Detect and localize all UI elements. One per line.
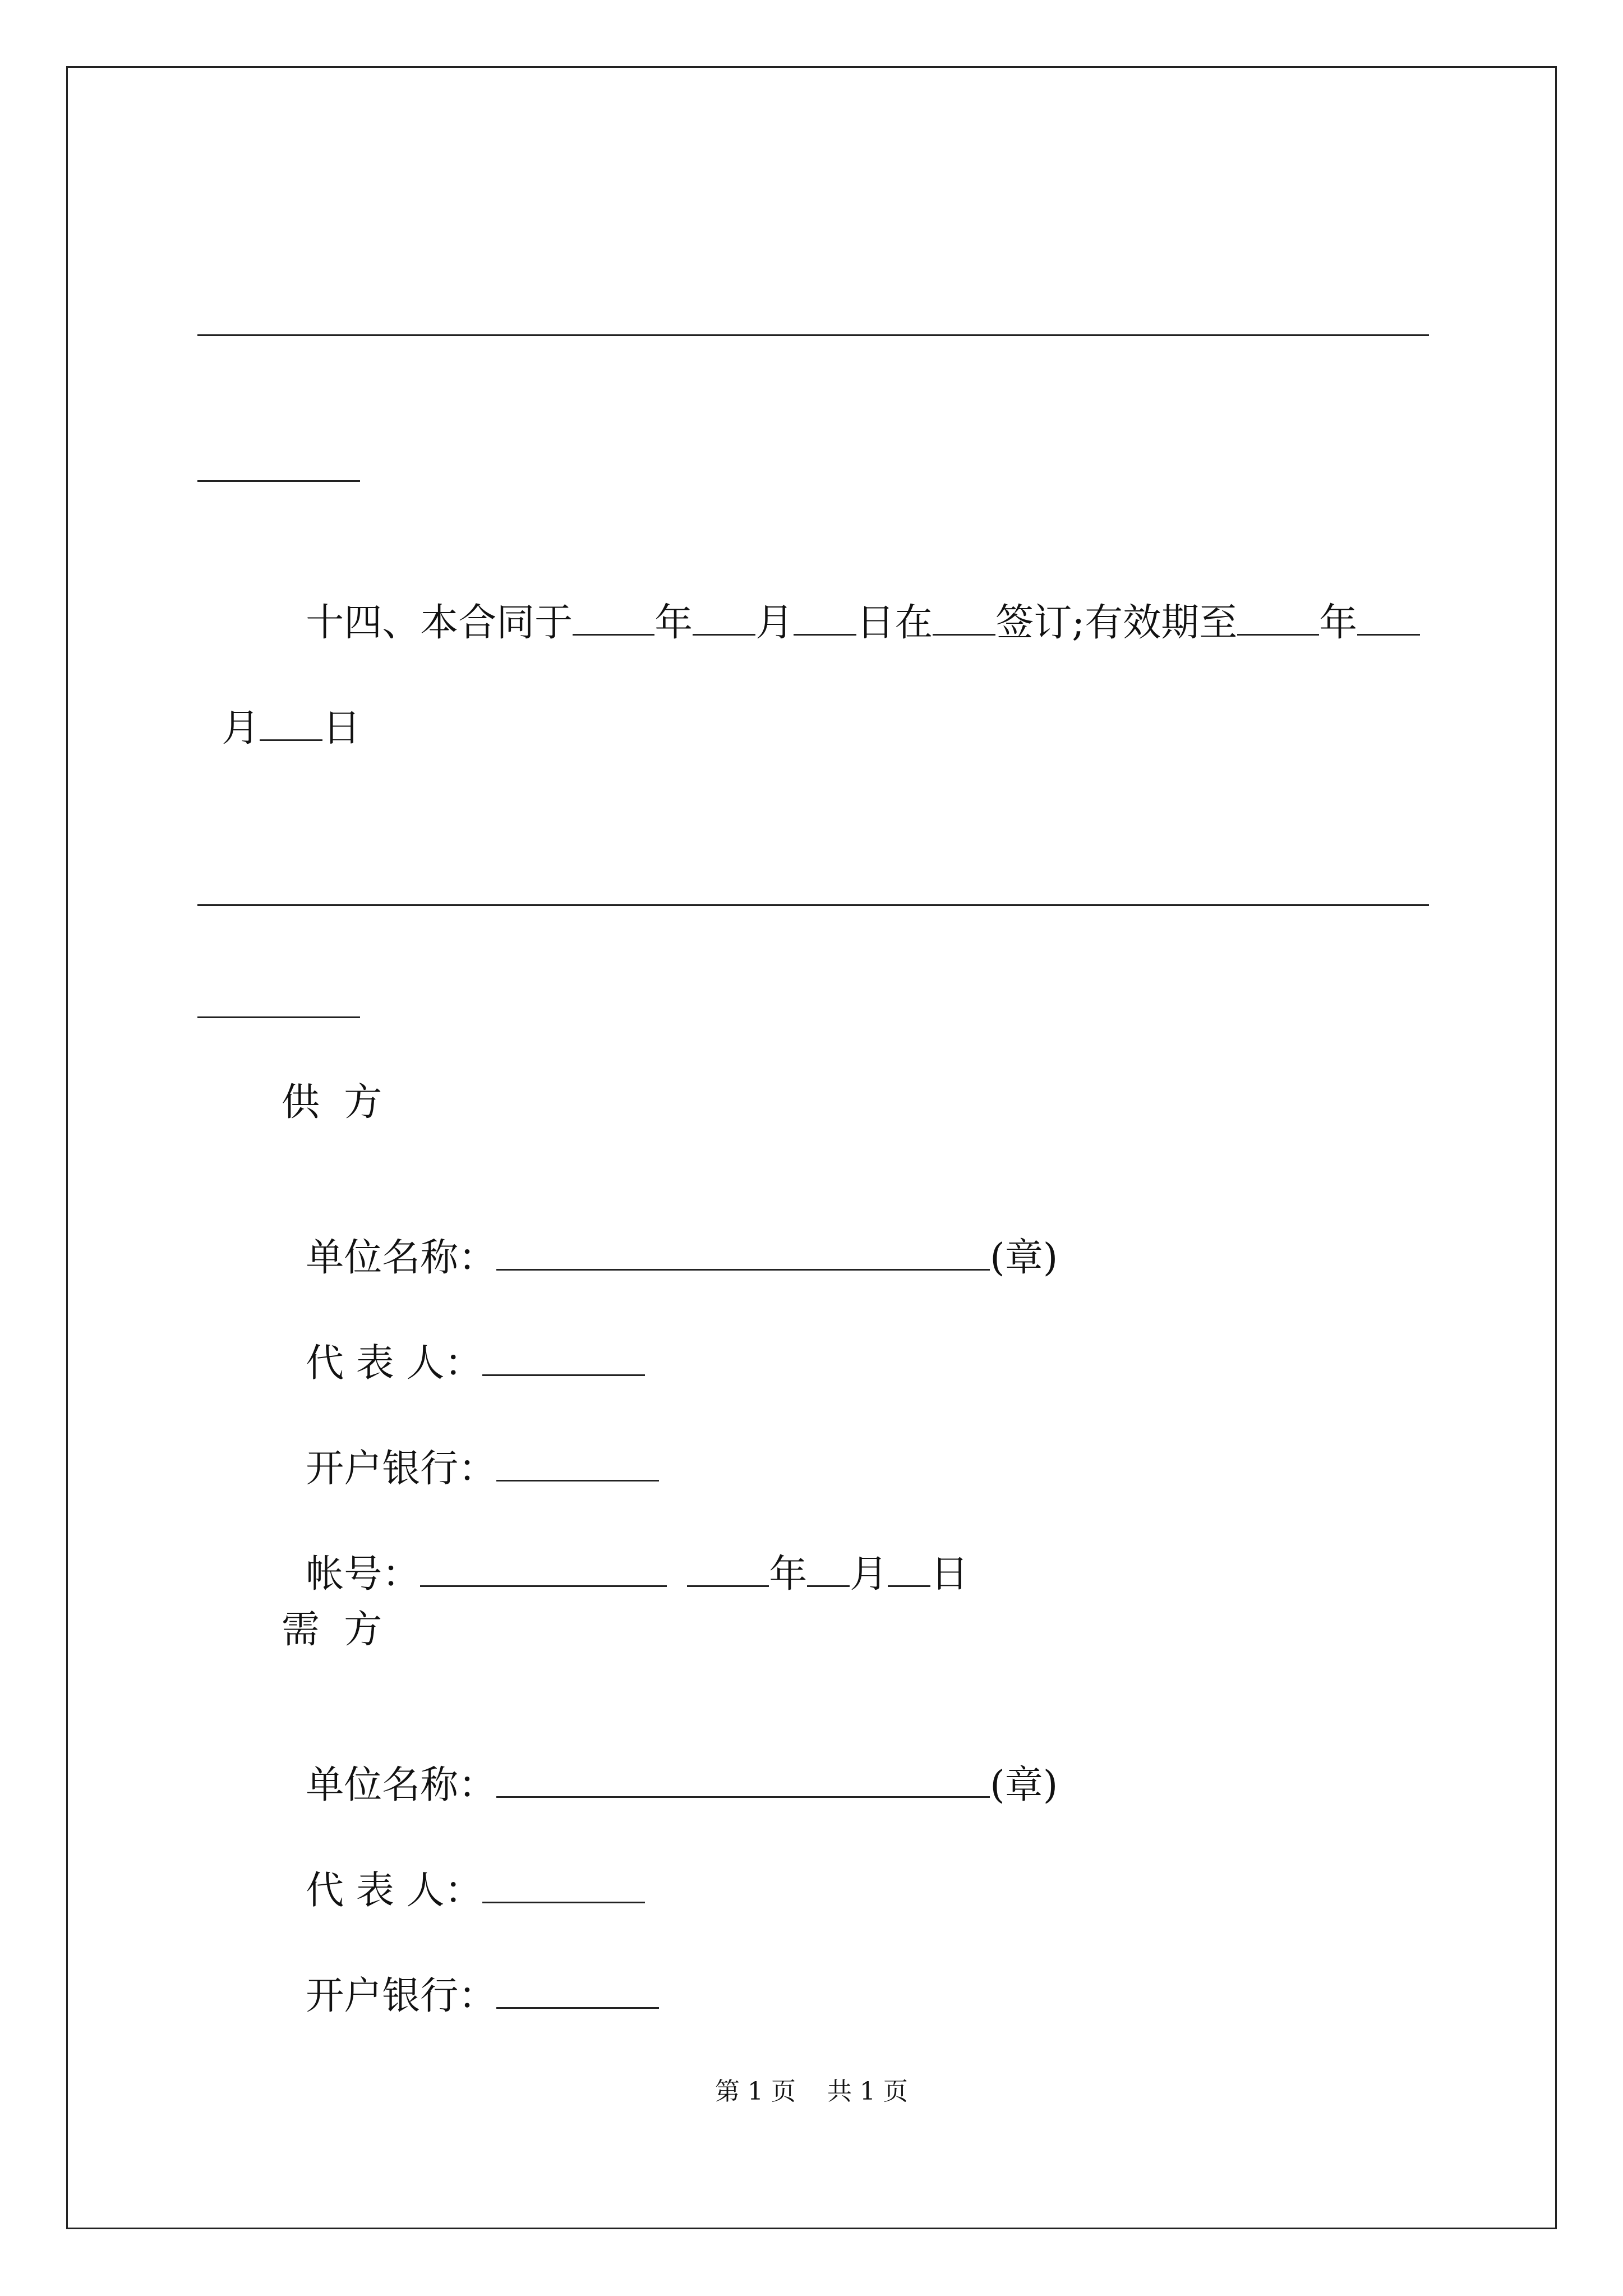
supplier-bank-label: 开户银行： [306, 1447, 497, 1491]
sign-year-blank[interactable] [573, 596, 654, 636]
buyer-bank-field[interactable] [496, 1969, 659, 2009]
sign-month-blank[interactable] [693, 596, 755, 636]
supplier-unit-name-field[interactable] [496, 1231, 990, 1271]
supplier-date-month-label: 月 [850, 1552, 888, 1596]
blank-line-short-1 [197, 480, 360, 482]
supplier-account-row [282, 1502, 969, 1597]
buyer-bank-label: 开户银行： [306, 1974, 497, 2018]
supplier-bank-row [282, 1397, 659, 1492]
buyer-representative-label: 代 表 人： [306, 1869, 483, 1913]
buyer-representative-row [282, 1819, 645, 1913]
blank-line-long-1 [197, 334, 1429, 336]
supplier-date-year-label: 年 [769, 1552, 808, 1596]
buyer-heading: 需 方 [282, 1608, 382, 1652]
supplier-bank-field[interactable] [496, 1442, 659, 1481]
signed-valid-until-label: 签订;有效期至 [995, 601, 1238, 645]
blank-line-long-2 [197, 904, 1429, 906]
sign-day-at-label: 日在 [856, 601, 933, 645]
supplier-date-year-blank[interactable] [687, 1547, 769, 1587]
supplier-unit-name-row [282, 1186, 1058, 1281]
supplier-account-label: 帐号： [306, 1552, 421, 1596]
article-14-prefix: 十四、本合同于 [306, 601, 573, 645]
valid-day-blank[interactable] [260, 701, 322, 741]
supplier-account-field[interactable] [420, 1547, 667, 1587]
valid-year-blank[interactable] [1237, 596, 1319, 636]
sign-day-blank[interactable] [794, 596, 856, 636]
page-number-footer: 第 1 页 共 1 页 [715, 2077, 908, 2106]
buyer-unit-name-label: 单位名称： [306, 1763, 497, 1807]
supplier-date-day-label: 日 [930, 1552, 969, 1596]
article-14-line-1 [282, 551, 1420, 646]
valid-year-label: 年 [1319, 601, 1358, 645]
supplier-seal: (章) [990, 1236, 1058, 1280]
supplier-representative-field[interactable] [482, 1336, 645, 1376]
supplier-date-day-blank[interactable] [888, 1547, 930, 1587]
supplier-date-month-blank[interactable] [807, 1547, 850, 1587]
sign-place-blank[interactable] [933, 596, 995, 636]
buyer-unit-name-row [282, 1713, 1058, 1808]
buyer-seal: (章) [990, 1763, 1058, 1807]
supplier-representative-row [282, 1291, 645, 1386]
supplier-heading: 供 方 [282, 1080, 382, 1125]
blank-line-short-2 [197, 1016, 360, 1018]
valid-day-label: 日 [322, 706, 361, 751]
buyer-representative-field[interactable] [482, 1864, 645, 1903]
buyer-bank-row [282, 1924, 659, 2019]
article-14-line-2 [197, 656, 361, 751]
valid-month-blank[interactable] [1357, 596, 1420, 636]
buyer-unit-name-field[interactable] [496, 1758, 990, 1798]
supplier-representative-label: 代 表 人： [306, 1341, 483, 1386]
valid-month-label: 月 [222, 706, 260, 751]
sign-month-label: 月 [755, 601, 794, 645]
sign-year-label: 年 [654, 601, 693, 645]
supplier-unit-name-label: 单位名称： [306, 1236, 497, 1280]
